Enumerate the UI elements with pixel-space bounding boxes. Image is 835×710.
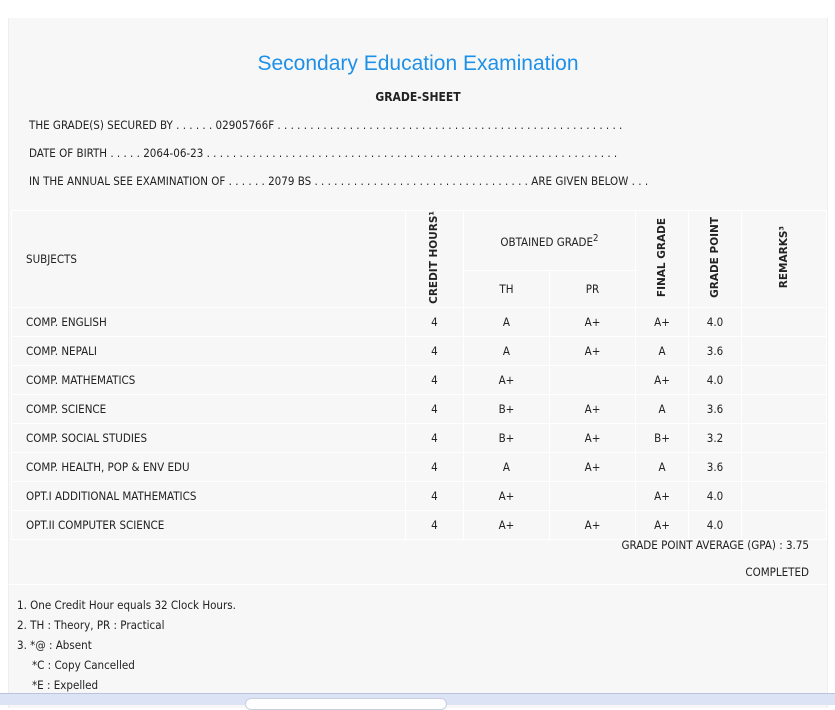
- cell-credit: 4: [405, 336, 463, 365]
- grade-sheet: [8, 18, 828, 708]
- bottom-bar: [0, 693, 835, 705]
- note-2: 2. TH : Theory, PR : Practical: [17, 618, 165, 632]
- cell-credit: 4: [405, 365, 463, 394]
- table-row: [12, 336, 827, 365]
- cell-credit: 4: [405, 394, 463, 423]
- bottom-bar-tab[interactable]: [245, 698, 447, 710]
- pr-header: PR: [550, 271, 636, 308]
- table-row: [12, 452, 827, 481]
- table-row: [12, 481, 827, 510]
- cell-final: A+: [636, 510, 689, 539]
- cell-final: A: [636, 452, 689, 481]
- cell-point: 4.0: [689, 510, 742, 539]
- cell-remarks: [742, 481, 827, 510]
- cell-credit: 4: [405, 307, 463, 336]
- exam-line: IN THE ANNUAL SEE EXAMINATION OF . . . . . . 2079 BS . . . . . . . . . . . . . . . . . . . . . . . . . . . . . . . . . ARE GIVEN BELOW . . .: [29, 174, 649, 188]
- cell-subject: OPT.II COMPUTER SCIENCE: [12, 510, 406, 539]
- cell-th: A+: [463, 365, 549, 394]
- remarks-header: REMARKS³: [777, 226, 790, 289]
- cell-point: 3.6: [689, 452, 742, 481]
- cell-pr: A+: [550, 336, 636, 365]
- obtained-grade-label: OBTAINED GRADE: [500, 235, 594, 250]
- cell-pr: [550, 481, 636, 510]
- cell-final: A+: [636, 365, 689, 394]
- cell-pr: A+: [550, 452, 636, 481]
- note-4: *C : Copy Cancelled: [32, 658, 135, 672]
- cell-credit: 4: [405, 452, 463, 481]
- cell-subject: COMP. SCIENCE: [12, 394, 406, 423]
- secured-by-line: THE GRADE(S) SECURED BY . . . . . . 02905766F . . . . . . . . . . . . . . . . . . . . . . . . . . . . . . . . . . . . . . . . . . . . . . . . . . . . .: [29, 118, 623, 132]
- cell-remarks: [742, 394, 827, 423]
- cell-th: A+: [463, 481, 549, 510]
- cell-pr: A+: [550, 307, 636, 336]
- table-row: [12, 365, 827, 394]
- grade-sheet-heading: GRADE-SHEET: [375, 90, 461, 104]
- cell-credit: 4: [405, 423, 463, 452]
- cell-subject: COMP. ENGLISH: [12, 307, 406, 336]
- cell-final: A+: [636, 481, 689, 510]
- note-1: 1. One Credit Hour equals 32 Clock Hours.: [17, 598, 236, 612]
- cell-th: A: [463, 336, 549, 365]
- cell-point: 4.0: [689, 307, 742, 336]
- th-header: TH: [463, 271, 549, 308]
- obtained-grade-header: [463, 211, 635, 271]
- cell-remarks: [742, 452, 827, 481]
- cell-pr: A+: [550, 510, 636, 539]
- credit-hours-header: CREDIT HOURS¹: [427, 211, 440, 304]
- cell-final: A+: [636, 307, 689, 336]
- note-5: *E : Expelled: [32, 678, 99, 692]
- cell-th: B+: [463, 423, 549, 452]
- cell-th: A+: [463, 510, 549, 539]
- cell-final: A: [636, 394, 689, 423]
- dob-line: DATE OF BIRTH . . . . . 2064-06-23 . . . . . . . . . . . . . . . . . . . . . . . . . . . . . . . . . . . . . . . . . . . . . . . . . . . . . . . . . . . . . . .: [29, 146, 618, 160]
- cell-th: A: [463, 307, 549, 336]
- cell-subject: COMP. MATHEMATICS: [12, 365, 406, 394]
- grades-table: [11, 210, 827, 540]
- cell-credit: 4: [405, 481, 463, 510]
- cell-pr: [550, 365, 636, 394]
- table-row: [12, 307, 827, 336]
- cell-point: 4.0: [689, 365, 742, 394]
- cell-point: 3.6: [689, 336, 742, 365]
- cell-remarks: [742, 423, 827, 452]
- note-3: 3. *@ : Absent: [17, 638, 92, 652]
- cell-th: B+: [463, 394, 549, 423]
- cell-pr: A+: [550, 394, 636, 423]
- cell-remarks: [742, 307, 827, 336]
- cell-remarks: [742, 510, 827, 539]
- cell-subject: COMP. HEALTH, POP & ENV EDU: [12, 452, 406, 481]
- exam-title: Secondary Education Examination: [257, 52, 579, 75]
- obtained-grade-sup: 2: [593, 233, 599, 245]
- cell-final: A: [636, 336, 689, 365]
- cell-pr: A+: [550, 423, 636, 452]
- table-row: [12, 510, 827, 539]
- cell-point: 3.2: [689, 423, 742, 452]
- cell-remarks: [742, 365, 827, 394]
- final-grade-header: FINAL GRADE: [655, 217, 668, 297]
- table-row: [12, 394, 827, 423]
- cell-th: A: [463, 452, 549, 481]
- cell-subject: COMP. SOCIAL STUDIES: [12, 423, 406, 452]
- cell-credit: 4: [405, 510, 463, 539]
- gpa-text: GRADE POINT AVERAGE (GPA) : 3.75: [621, 538, 809, 552]
- cell-final: B+: [636, 423, 689, 452]
- cell-point: 4.0: [689, 481, 742, 510]
- table-row: [12, 423, 827, 452]
- result-status: COMPLETED: [745, 565, 809, 579]
- cell-point: 3.6: [689, 394, 742, 423]
- cell-subject: OPT.I ADDITIONAL MATHEMATICS: [12, 481, 406, 510]
- subjects-header: SUBJECTS: [12, 211, 406, 308]
- cell-subject: COMP. NEPALI: [12, 336, 406, 365]
- grade-point-header: GRADE POINT: [708, 217, 721, 298]
- cell-remarks: [742, 336, 827, 365]
